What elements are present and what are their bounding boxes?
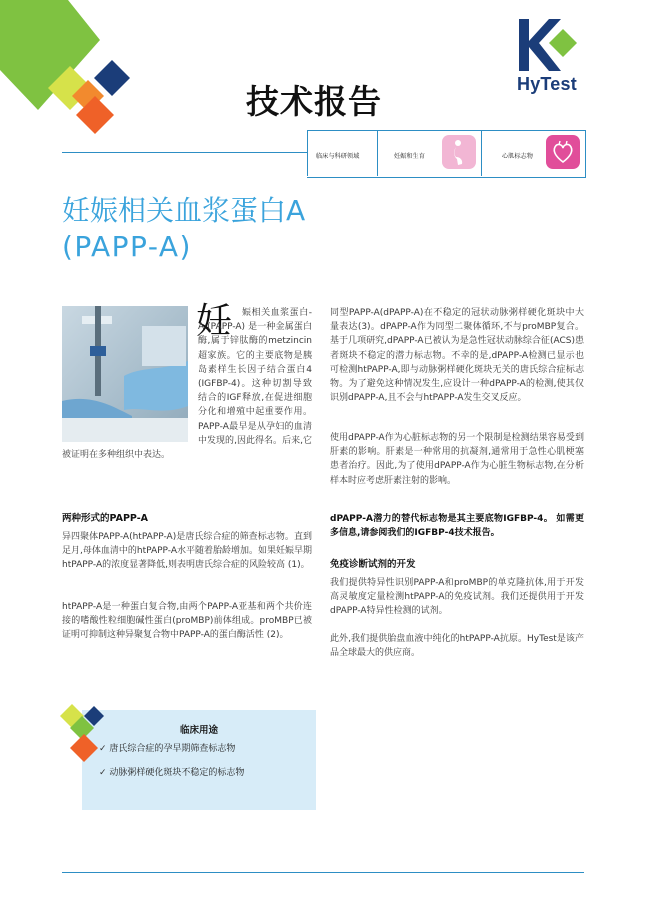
article-title-line2: (PAPP-A) bbox=[62, 230, 192, 263]
category-cardiac-label: 心肌标志物 bbox=[502, 153, 533, 160]
section1-heading: 两种形式的PAPP-A bbox=[62, 513, 148, 524]
check-icon: ✓ bbox=[99, 768, 110, 778]
intro-dropcap: 妊 bbox=[196, 301, 233, 342]
section1-paragraph1: 异四聚体PAPP-A(htPAPP-A)是唐氏综合症的筛查标志物。直到足月,母体血清中的htPAPP-A水平随着胎龄增加。如果妊娠早期htPAPP-A的浓度显著降低,则表明唐氏综合症的风险较高 (1)。 bbox=[62, 532, 312, 571]
section1-paragraph2: htPAPP-A是一种蛋白复合物,由两个PAPP-A亚基和两个共价连接的嗜酸性粒细胞碱性蛋白(proMBP)前体组成。proMBP已被证明可抑制这种异聚复合物中PAPP-A的蛋白酶活性 (2)。 bbox=[62, 602, 312, 641]
hytest-logo bbox=[515, 15, 595, 95]
right-paragraph1: 同型PAPP-A(dPAPP-A)在不稳定的冠状动脉粥样硬化斑块中大量表达(3)。dPAPP-A作为同型二聚体循环,不与proMBP复合。基于几项研究,dPAPP-A已被认为是急性冠状动脉综合征(ACS)患者斑块不稳定的潜力标志物。不幸的是,dPAPP-A检测已显示也可检测htPAPP-A,即与动脉粥样硬化斑块无关的唐氏综合症标志物。为了避免这种情况发生,应设计一种dPAPP-A的检测,使其仅识别dPAPP-A,且不会与htPAPP-A发生交叉反应。 bbox=[330, 308, 584, 404]
right-bold-note: dPAPP-A潜力的替代标志物是其主要底物IGFBP-4。 如需更多信息,请参阅我们的IGFBP-4技术报告。 bbox=[330, 514, 584, 539]
corner-decoration bbox=[0, 0, 140, 140]
article-title bbox=[62, 193, 305, 265]
heart-icon bbox=[546, 135, 580, 169]
intro-paragraph bbox=[62, 306, 312, 476]
right-paragraph2: 使用dPAPP-A作为心脏标志物的另一个限制是检测结果容易受到肝素的影响。肝素是一种常用的抗凝剂,通常用于急性心肌梗塞患者治疗。因此,为了使用dPAPP-A作为心脏生物标志物,在分析样本时应考虑肝素注射的影响。 bbox=[330, 433, 584, 486]
pregnancy-icon bbox=[442, 135, 476, 169]
box-decoration bbox=[58, 700, 110, 770]
footer-rule bbox=[62, 872, 584, 873]
section2-paragraph1: 我们提供特异性识别PAPP-A和proMBP的单克隆抗体,用于开发高灵敏度定量检测htPAPP-A的免疫试剂。我们还提供用于开发dPAPP-A特异性检测的试剂。 bbox=[330, 578, 584, 617]
section2-paragraph2: 此外,我们提供胎盘血液中纯化的htPAPP-A抗原。HyTest是该产品全球最大的供应商。 bbox=[330, 634, 584, 659]
article-title-line1: 妊娠相关血浆蛋白A bbox=[62, 194, 306, 227]
category-clinical-label: 临床与科研领域 bbox=[316, 153, 360, 160]
clinical-box-title: 临床用途 bbox=[179, 725, 218, 736]
intro-text: 娠相关血浆蛋白-A (PAPP-A) 是一种金属蛋白酶,属于锌肽酶的metzincin超家族。它的主要底物是胰岛素样生长因子结合蛋白4 (IGFBP-4)。这种切割导致结合的IGF释放,在促进细胞分化和增殖中起重要作用。PAPP-A最早是从孕妇的血清中发现的,因此得名。后来,它被证明在多种组织中表达。 bbox=[62, 308, 312, 461]
category-pregnancy-label: 妊娠和生育 bbox=[394, 153, 425, 160]
section2-heading: 免疫诊断试剂的开发 bbox=[330, 559, 416, 570]
category-cardiac bbox=[481, 130, 586, 176]
category-clinical bbox=[307, 130, 378, 176]
brand-name: HyTest bbox=[517, 74, 577, 94]
clinical-box bbox=[82, 710, 316, 810]
clinical-item: ✓ 唐氏综合症的孕早期筛查标志物 bbox=[99, 744, 236, 754]
clinical-item: ✓ 动脉粥样硬化斑块不稳定的标志物 bbox=[99, 768, 245, 778]
header-rule bbox=[62, 152, 307, 153]
check-icon: ✓ bbox=[99, 744, 110, 754]
page-title: 技术报告 bbox=[246, 82, 382, 121]
category-pregnancy bbox=[377, 130, 482, 176]
